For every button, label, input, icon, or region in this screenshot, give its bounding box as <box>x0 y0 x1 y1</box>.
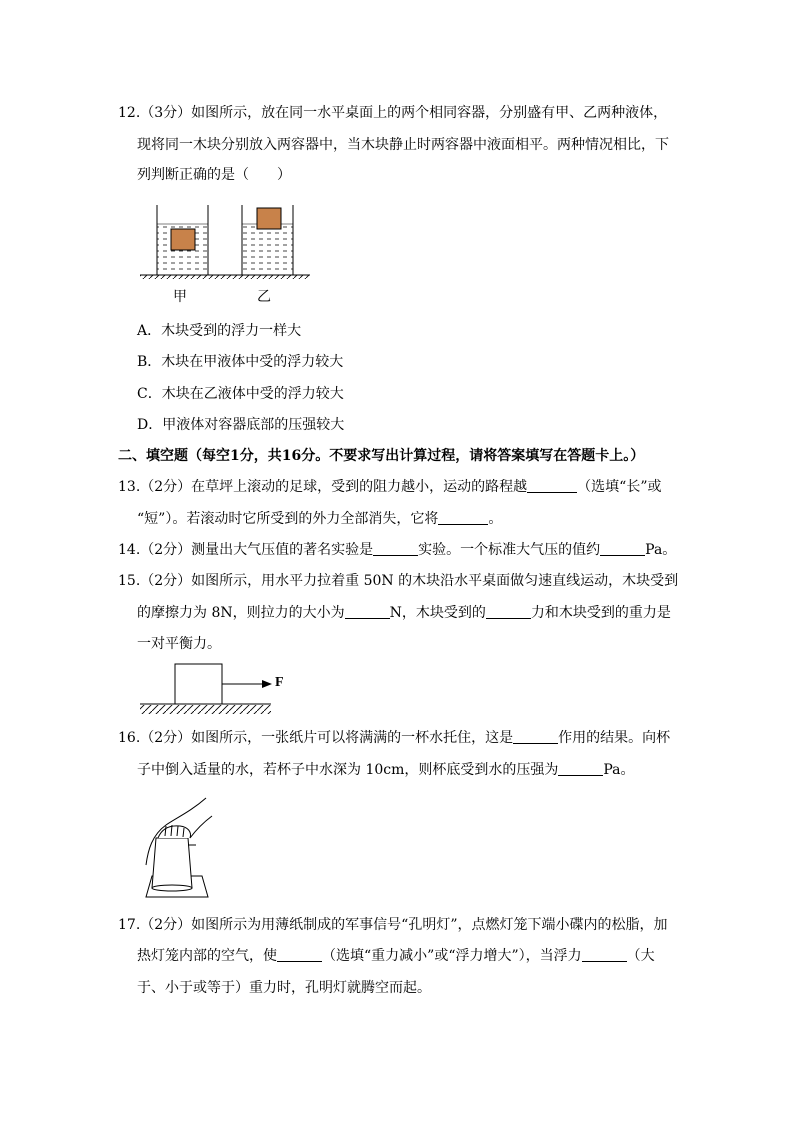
answer-blank <box>438 510 488 525</box>
section-title: 二、填空题（每空1分，共16分。不要求写出计算过程，请将答案填写在答题卡上。） <box>118 448 645 464</box>
q12-option-a: A．木块受到的浮力一样大 <box>137 323 302 339</box>
answer-blank <box>486 604 531 619</box>
q15-text-3: 力和木块受到的重力是 <box>530 605 671 621</box>
q12-line-3: 列判断正确的是（ ） <box>137 167 291 183</box>
container-jia <box>157 205 208 275</box>
fig-label-yi: 乙 <box>257 289 271 305</box>
q15-line-2 <box>137 604 671 622</box>
q13-text-4: 。 <box>488 511 503 527</box>
answer-blank <box>600 541 645 556</box>
container-yi <box>242 205 293 275</box>
q17-line-3: 于、小于或等于）重力时，孔明灯就腾空而起。 <box>137 980 431 996</box>
q17-text-3: （大 <box>626 948 655 964</box>
q12-line-1: 12.（3分）如图所示，放在同一水平桌面上的两个相同容器，分别盛有甲、乙两种液体， <box>118 105 668 121</box>
q17-text-2: （选填“重力减小”或“浮力增大”），当浮力 <box>322 948 582 964</box>
q17-line-2 <box>137 947 655 965</box>
q12-option-b: B．木块在甲液体中受的浮力较大 <box>137 354 344 370</box>
q15-text-2: N，木块受到的 <box>389 605 486 621</box>
q15-line-3: 一对平衡力。 <box>137 636 221 652</box>
q15-text-1: 的摩擦力为 8N，则拉力的大小为 <box>137 605 345 621</box>
q16-text-3: 子中倒入适量的水，若杯子中水深为 10cm，则杯底受到水的压强为 <box>137 762 559 778</box>
q14-text-3: Pa。 <box>645 542 677 558</box>
q14-line <box>118 541 676 559</box>
answer-blank <box>345 604 390 619</box>
answer-blank <box>373 541 418 556</box>
q13-text-1: 13.（2分）在草坪上滚动的足球，受到的阻力越小，运动的路程越 <box>118 479 528 495</box>
force-label: F <box>275 675 284 690</box>
q13-line-1 <box>118 478 662 496</box>
answer-blank <box>558 761 603 776</box>
q17-line-1: 17.（2分）如图所示为用薄纸制成的军事信号“孔明灯”，点燃灯笼下端小碟内的松脂，加 <box>118 917 668 933</box>
answer-blank <box>527 478 577 493</box>
answer-blank <box>582 947 627 962</box>
q16-text-1: 16.（2分）如图所示，一张纸片可以将满满的一杯水托住，这是 <box>118 730 514 746</box>
q14-text-2: 实验。一个标准大气压的值约 <box>418 542 601 558</box>
q17-text-1: 热灯笼内部的空气，使 <box>137 948 277 964</box>
q12-containers-figure <box>138 200 338 285</box>
q15-line-1: 15.（2分）如图所示，用水平力拉着重 50N 的木块沿水平桌面做匀速直线运动，木块受到 <box>118 573 679 589</box>
q14-text-1: 14.（2分）测量出大气压值的著名实验是 <box>118 542 374 558</box>
answer-blank <box>513 729 558 744</box>
q16-text-2: 作用的结果。向杯 <box>558 730 671 746</box>
q16-text-4: Pa。 <box>603 762 635 778</box>
answer-blank <box>277 947 322 962</box>
q16-cup-figure <box>138 790 218 902</box>
q13-text-3: “短”）。若滚动时它所受到的外力全部消失，它将 <box>137 511 439 527</box>
fig-label-jia: 甲 <box>173 289 187 305</box>
q12-option-d: D．甲液体对容器底部的压强较大 <box>137 417 345 433</box>
q16-line-1 <box>118 729 670 747</box>
q16-line-2 <box>137 761 635 779</box>
q13-line-2 <box>137 510 502 528</box>
q12-line-2: 现将同一木块分别放入两容器中，当木块静止时两容器中液面相平。两种情况相比，下 <box>137 137 669 153</box>
q15-block-figure <box>138 662 288 717</box>
q12-option-c: C．木块在乙液体中受的浮力较大 <box>137 386 344 402</box>
q13-text-2: （选填“长”或 <box>577 479 662 495</box>
